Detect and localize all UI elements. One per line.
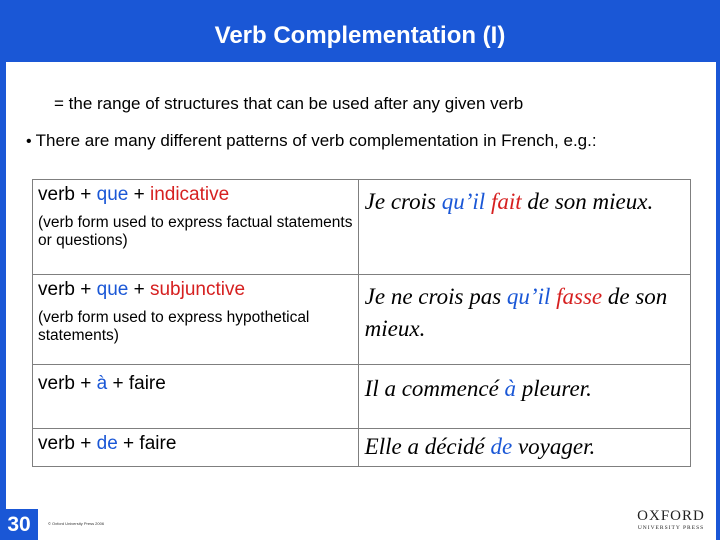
pattern-cell: [33, 429, 359, 467]
example-sentence: [365, 275, 690, 345]
pattern-text: +: [128, 279, 150, 300]
bullet-text: There are many different patterns of verb complementation in French, e.g.:: [35, 131, 597, 150]
page-number: 30: [0, 509, 38, 540]
copyright-notice: © Oxford University Press 2006: [48, 521, 105, 526]
definition-text: = the range of structures that can be used after any given verb: [54, 94, 524, 113]
example-highlight: de: [490, 434, 513, 459]
bullet-item: [26, 131, 597, 151]
example-text: de son mieux.: [364, 284, 668, 341]
example-cell: [358, 180, 690, 275]
example-text: Il a commencé: [364, 376, 505, 401]
table-row: [33, 429, 691, 467]
pattern-highlight: à: [96, 373, 108, 394]
pattern-highlight: indicative: [149, 184, 230, 205]
pattern-label: [38, 180, 358, 206]
pattern-highlight: subjunctive: [149, 279, 246, 300]
example-highlight: qu’il: [441, 189, 486, 214]
pattern-label: [38, 365, 358, 395]
example-highlight: fasse: [556, 284, 603, 309]
pattern-text: + faire: [117, 433, 177, 454]
pattern-label: [38, 275, 358, 301]
example-cell: [358, 275, 690, 365]
example-highlight: fait: [490, 189, 522, 214]
example-sentence: [365, 180, 690, 218]
example-highlight: qu’il: [506, 284, 551, 309]
example-text: de son mieux.: [521, 189, 654, 214]
pattern-note: (verb form used to express factual statements or questions): [38, 214, 353, 249]
pattern-text: + faire: [107, 373, 166, 394]
pattern-highlight: que: [96, 279, 129, 300]
logo-wordmark: OXFORD: [637, 508, 705, 524]
oxford-logo: [632, 508, 710, 532]
table-row: [33, 365, 691, 429]
frame-left-border: [0, 0, 6, 540]
logo-subtitle: UNIVERSITY PRESS: [637, 525, 705, 531]
pattern-label: [38, 429, 358, 455]
title-bar: [0, 0, 720, 62]
pattern-highlight: que: [96, 184, 129, 205]
example-sentence: [365, 429, 690, 463]
example-text: Elle a décidé: [364, 434, 491, 459]
pattern-text: +: [128, 184, 150, 205]
example-text: pleurer.: [516, 376, 592, 401]
complementation-table: [32, 179, 691, 467]
pattern-cell: [33, 180, 359, 275]
example-sentence: [365, 365, 690, 405]
example-cell: [358, 365, 690, 429]
table-row: [33, 275, 691, 365]
pattern-text: verb +: [38, 433, 97, 454]
example-text: Je ne crois pas: [364, 284, 507, 309]
slide-title: Verb Complementation (I): [214, 22, 506, 49]
table-row: [33, 180, 691, 275]
example-cell: [358, 429, 690, 467]
example-text: Je crois: [364, 189, 442, 214]
pattern-cell: [33, 365, 359, 429]
bullet-icon: •: [26, 133, 32, 150]
frame-right-border: [716, 0, 720, 540]
pattern-text: verb +: [38, 279, 97, 300]
pattern-highlight: de: [96, 433, 118, 454]
pattern-cell: [33, 275, 359, 365]
pattern-text: verb +: [38, 184, 97, 205]
pattern-note: (verb form used to express hypothetical statements): [38, 309, 310, 344]
example-text: voyager.: [512, 434, 596, 459]
pattern-text: verb +: [38, 373, 97, 394]
example-highlight: à: [504, 376, 517, 401]
